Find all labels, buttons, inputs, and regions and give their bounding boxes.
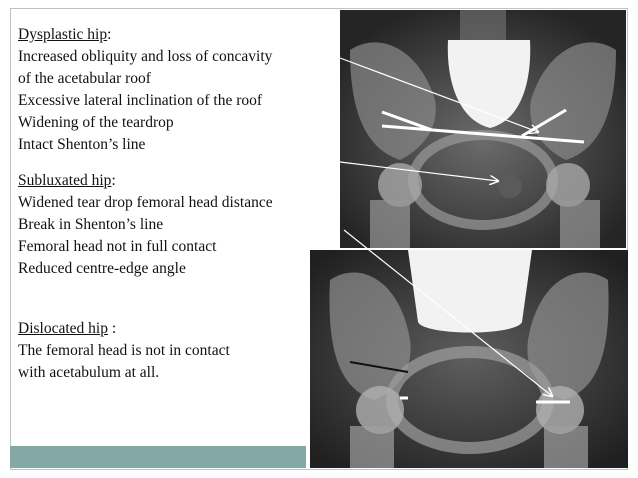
dislocated-hip-heading: Dislocated hip (18, 320, 108, 337)
dislocated-hip-heading-line (18, 318, 230, 340)
dysplastic-hip-block (18, 24, 272, 156)
dislocated-line-1: The femoral head is not in contact (18, 342, 230, 359)
dislocated-line-2: with acetabulum at all. (18, 364, 160, 381)
dysplastic-line-4: Widening of the teardrop (18, 114, 174, 131)
subluxated-hip-heading-line (18, 170, 273, 192)
subluxated-line-2: Break in Shenton’s line (18, 216, 164, 233)
subluxated-hip-heading: Subluxated hip (18, 172, 112, 189)
subluxated-hip-block (18, 170, 273, 280)
subluxated-line-3: Femoral head not in full contact (18, 238, 217, 255)
subluxated-line-4: Reduced centre-edge angle (18, 260, 186, 277)
dysplastic-line-2: of the acetabular roof (18, 70, 151, 87)
dysplastic-line-1: Increased obliquity and loss of concavity (18, 48, 273, 65)
xray-image-bottom (310, 250, 628, 468)
subluxated-line-1: Widened tear drop femoral head distance (18, 194, 273, 211)
dislocated-hip-block (18, 318, 230, 384)
dysplastic-hip-heading-suffix: : (107, 26, 112, 43)
footer-accent-bar (10, 446, 306, 468)
dysplastic-line-5: Intact Shenton’s line (18, 136, 146, 153)
subluxated-hip-heading-suffix: : (111, 172, 116, 189)
dysplastic-line-3: Excessive lateral inclination of the roof (18, 92, 263, 109)
dysplastic-hip-heading: Dysplastic hip (18, 26, 108, 43)
dysplastic-hip-heading-line (18, 24, 272, 46)
dislocated-hip-heading-suffix: : (107, 320, 117, 337)
xray-image-top (340, 10, 626, 248)
